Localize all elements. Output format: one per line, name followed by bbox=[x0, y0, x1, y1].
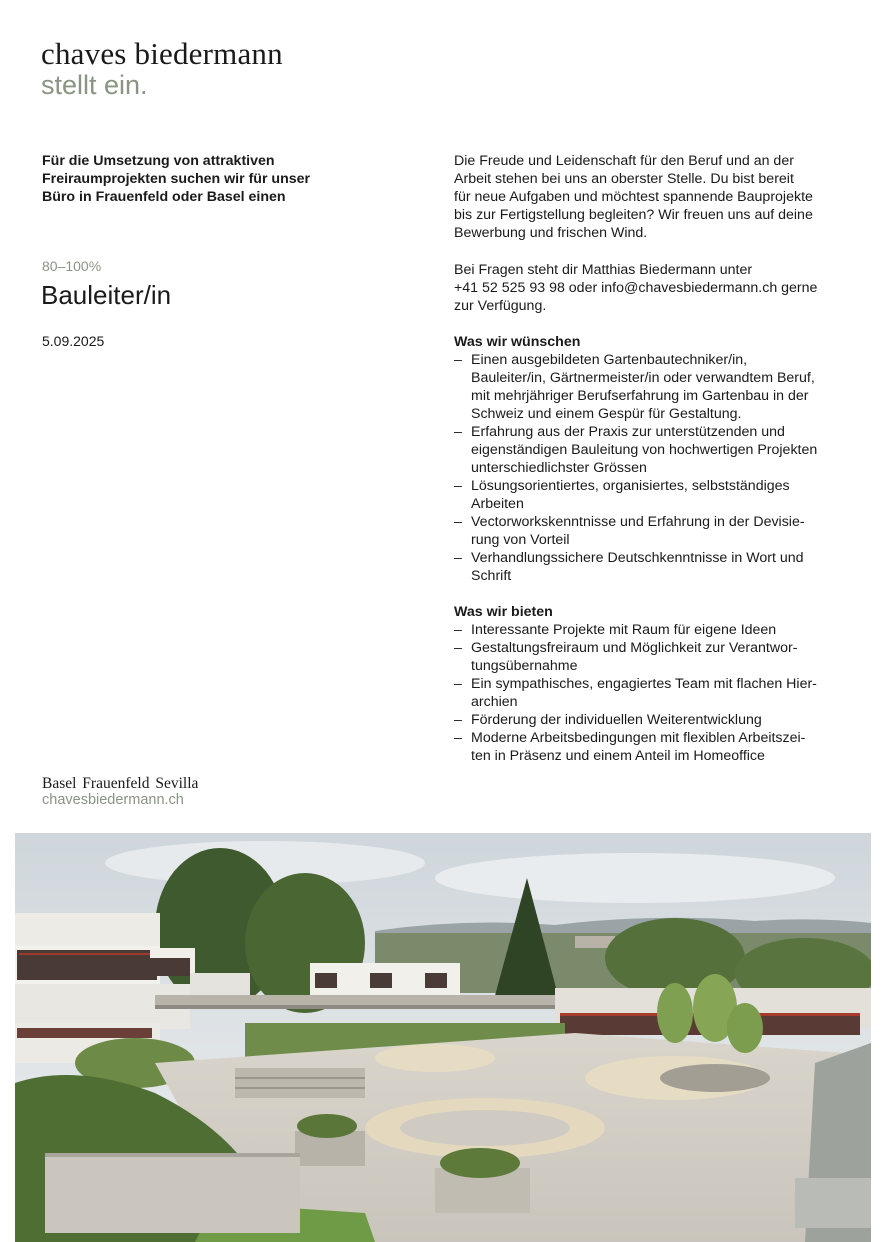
list-item bbox=[454, 351, 854, 423]
list-item-line: Bauleiter/in, Gärtnermeister/in oder verwandtem Beruf, bbox=[471, 370, 815, 386]
intro-line: Für die Umsetzung von attraktiven bbox=[42, 153, 275, 169]
offers-list bbox=[454, 621, 854, 765]
list-item-line: – Gestaltungsfreiraum und Möglichkeit zur Verantwor- bbox=[471, 640, 798, 656]
list-item-line: tungsübernahme bbox=[471, 658, 578, 674]
list-item-line: archien bbox=[471, 694, 518, 710]
wishes-list bbox=[454, 351, 854, 585]
list-item-line: ten in Präsenz und einem Anteil im Homeoffice bbox=[471, 748, 765, 764]
list-item-line: Schrift bbox=[471, 568, 512, 584]
paragraph-line: +41 52 525 93 98 oder info@chavesbiedermann.ch gerne bbox=[454, 280, 818, 296]
paragraph-intro bbox=[454, 152, 854, 242]
wishes-title: Was wir wünschen bbox=[454, 334, 581, 350]
list-item bbox=[454, 477, 854, 513]
paragraph-line: für neue Aufgaben und möchtest spannende Bauprojekte bbox=[454, 189, 813, 205]
list-item bbox=[454, 621, 854, 639]
intro-line: Freiraumprojekten suchen wir für unser bbox=[42, 171, 311, 187]
intro-text bbox=[42, 152, 342, 206]
list-item bbox=[454, 513, 854, 549]
offers-section bbox=[454, 603, 854, 765]
paragraph-line: zur Verfügung. bbox=[454, 298, 547, 314]
paragraph-contact bbox=[454, 261, 854, 315]
paragraph-line: Arbeit stehen bei uns an oberster Stelle. Du bist bereit bbox=[454, 171, 794, 187]
offers-title: Was wir bieten bbox=[454, 604, 553, 620]
list-item-line: – Erfahrung aus der Praxis zur unterstützenden und bbox=[471, 424, 785, 440]
brand-logo: chaves biedermann bbox=[41, 36, 283, 71]
list-item-line: unterschiedlichster Grössen bbox=[471, 460, 647, 476]
paragraph-line: Bei Fragen steht dir Matthias Biedermann unter bbox=[454, 262, 753, 278]
list-item bbox=[454, 711, 854, 729]
intro-line: Büro in Frauenfeld oder Basel einen bbox=[42, 189, 286, 205]
list-item-line: – Moderne Arbeitsbedingungen mit flexiblen Arbeitszei- bbox=[471, 730, 806, 746]
courtyard-photo bbox=[15, 833, 871, 1242]
list-item-line: Schweiz und einem Gespür für Gestaltung. bbox=[471, 406, 742, 422]
list-item-line: eigenständigen Bauleitung von hochwertigen Projekten bbox=[471, 442, 818, 458]
list-item-line: – Interessante Projekte mit Raum für eigene Ideen bbox=[471, 622, 777, 638]
list-item-line: rung von Vorteil bbox=[471, 532, 570, 548]
list-item bbox=[454, 729, 854, 765]
website-link[interactable]: chavesbiedermann.ch bbox=[42, 792, 184, 808]
list-item bbox=[454, 423, 854, 477]
tagline: stellt ein. bbox=[41, 70, 148, 100]
list-item bbox=[454, 675, 854, 711]
list-item-line: – Ein sympathisches, engagiertes Team mit flachen Hier- bbox=[471, 676, 817, 692]
paragraph-line: Bewerbung und frischen Wind. bbox=[454, 225, 648, 241]
list-item-line: – Verhandlungssichere Deutschkenntnisse in Wort und bbox=[471, 550, 804, 566]
list-item-line: – Einen ausgebildeten Gartenbautechniker/in, bbox=[471, 352, 748, 368]
wishes-section bbox=[454, 333, 854, 585]
list-item-line: mit mehrjähriger Berufserfahrung im Gartenbau in der bbox=[471, 388, 809, 404]
list-item bbox=[454, 639, 854, 675]
paragraph-line: Die Freude und Leidenschaft für den Beruf und an der bbox=[454, 153, 794, 169]
posting-date: 5.09.2025 bbox=[42, 333, 105, 349]
list-item-line: Arbeiten bbox=[471, 496, 524, 512]
list-item-line: – Lösungsorientiertes, organisiertes, selbstständiges bbox=[471, 478, 790, 494]
list-item-line: – Vectorworkskenntnisse und Erfahrung in der Devisie- bbox=[471, 514, 805, 530]
list-item-line: – Förderung der individuellen Weiterentwicklung bbox=[471, 712, 762, 728]
office-locations: Basel Frauenfeld Sevilla bbox=[42, 775, 199, 792]
list-item bbox=[454, 549, 854, 585]
job-title: Bauleiter/in bbox=[41, 280, 172, 310]
workload: 80–100% bbox=[42, 258, 102, 274]
paragraph-line: bis zur Fertigstellung begleiten? Wir freuen uns auf deine bbox=[454, 207, 813, 223]
